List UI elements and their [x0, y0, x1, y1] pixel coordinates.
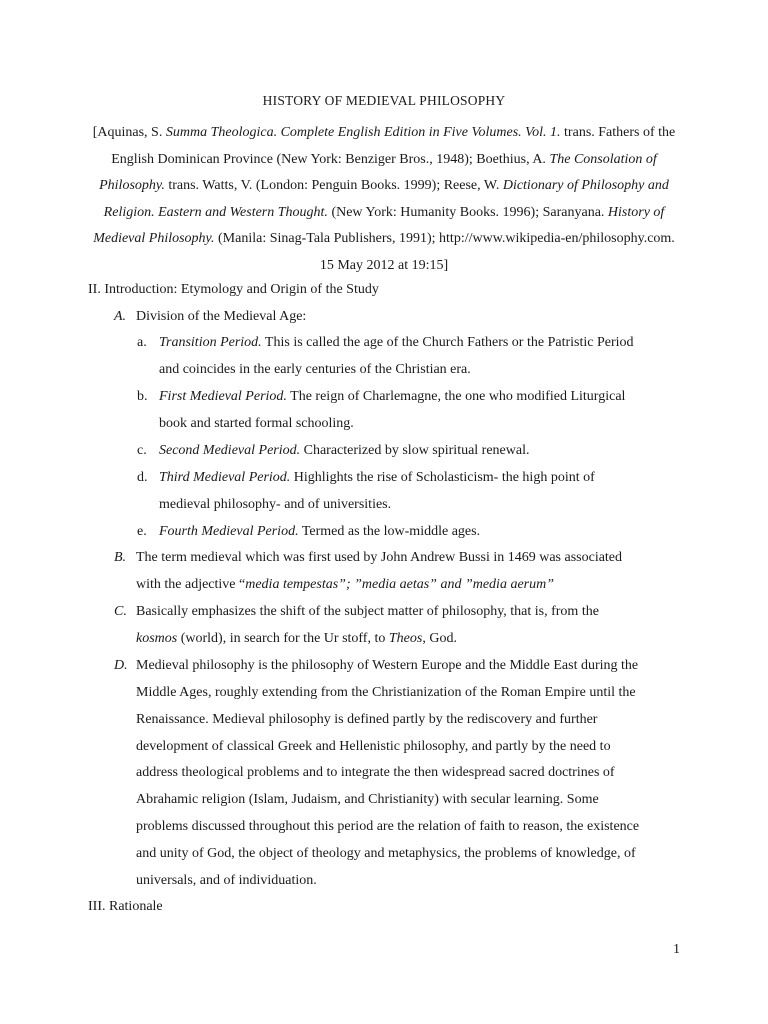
- citation-segment: History of Medieval Philosophy.: [93, 204, 665, 247]
- citation-segment: (New York: Humanity Books. 1996); Saranyana.: [327, 204, 608, 220]
- text-segment: Basically emphasizes the shift of the subject matter of philosophy, that is, from the: [136, 604, 599, 619]
- subsection-text-line: [136, 575, 554, 595]
- text-segment: , God.: [422, 631, 457, 646]
- text-segment: medieval philosophy- and of universities.: [159, 497, 392, 512]
- text-segment: address theological problems and to integrate the then widespread sacred doctrines of: [136, 765, 615, 780]
- citation-segment: The Consolation of Philosophy.: [99, 151, 657, 194]
- subsection-text-line: [136, 737, 611, 757]
- subsection-text-line: [136, 683, 636, 703]
- text-segment: kosmos: [136, 631, 178, 646]
- subsection-text-line: [136, 307, 306, 327]
- period-text-line: [159, 495, 391, 515]
- text-segment: First Medieval Period.: [159, 389, 287, 404]
- subsection-text-line: [136, 548, 622, 568]
- text-segment: Second Medieval Period.: [159, 443, 301, 458]
- subsection-marker: C.: [114, 604, 127, 619]
- text-segment: (world), in search for the Ur stoff, to: [177, 631, 389, 646]
- text-segment: Division of the Medieval Age:: [136, 309, 307, 324]
- subsection-text-line: [136, 817, 639, 837]
- citation-segment: (Manila: Sinag-Tala Publishers, 1991); http://www.wikipedia-en/philosophy.com. 15 May 2012 at 19:15]: [214, 231, 675, 273]
- text-segment: book and started formal schooling.: [159, 416, 354, 431]
- subsection-text-line: [136, 710, 597, 730]
- period-text-line: [159, 360, 471, 380]
- subsection-marker: B.: [114, 550, 127, 565]
- period-marker: e.: [137, 524, 147, 539]
- subsection-text-line: [136, 871, 317, 891]
- citation-segment: [Aquinas, S.: [92, 125, 166, 140]
- period-text-line: [159, 522, 480, 542]
- period-text-line: [159, 414, 354, 434]
- citation-segment: trans. Watts, V. (London: Penguin Books. 1999); Reese, W.: [164, 178, 503, 194]
- citation-segment: Dictionary of Philosophy and Religion. Eastern and Western Thought.: [103, 178, 669, 220]
- subsection-marker: D.: [114, 658, 128, 673]
- text-segment: Fourth Medieval Period.: [159, 524, 299, 539]
- text-segment: development of classical Greek and Hellenistic philosophy, and partly by the need to: [136, 739, 611, 754]
- period-marker: a.: [137, 335, 147, 350]
- subsection-marker: A.: [114, 309, 127, 324]
- text-segment: universals, and of individuation.: [136, 873, 317, 888]
- period-text-line: [159, 333, 634, 353]
- subsection-text-line: [136, 844, 636, 864]
- text-segment: Characterized by slow spiritual renewal.: [300, 443, 530, 458]
- citation-segment: trans. Fathers of the English Dominican Province (New York: Benziger Bros., 1948); Boethius, A.: [111, 125, 676, 167]
- subsection-text-line: [136, 656, 638, 676]
- text-segment: Transition Period.: [159, 335, 262, 350]
- period-marker: b.: [137, 389, 148, 404]
- subsection-text-line: [136, 763, 615, 783]
- text-segment: Abrahamic religion (Islam, Judaism, and Christianity) with secular learning. Some: [136, 792, 599, 807]
- text-segment: Theos: [388, 631, 423, 646]
- text-segment: media tempestas”; ”media aetas” and ”media aerum”: [245, 577, 555, 592]
- period-marker: c.: [137, 443, 147, 458]
- text-segment: problems discussed throughout this period are the relation of faith to reason, the existence: [136, 819, 640, 834]
- text-segment: Middle Ages, roughly extending from the Christianization of the Roman Empire until the: [136, 685, 636, 700]
- text-segment: with the adjective “: [136, 577, 246, 592]
- section-heading-introduction: II. Introduction: Etymology and Origin of the Study: [88, 282, 379, 297]
- text-segment: and unity of God, the object of theology and metaphysics, the problems of knowledge, of: [136, 846, 636, 861]
- text-segment: This is called the age of the Church Fathers or the Patristic Period: [261, 335, 634, 350]
- text-segment: Termed as the low-middle ages.: [298, 524, 481, 539]
- subsection-text-line: [136, 790, 599, 810]
- text-segment: Highlights the rise of Scholasticism- the high point of: [290, 470, 595, 485]
- text-segment: The reign of Charlemagne, the one who modified Liturgical: [286, 389, 626, 404]
- text-segment: The term medieval which was first used by John Andrew Bussi in 1469 was associated: [136, 550, 623, 565]
- text-segment: Third Medieval Period.: [159, 470, 291, 485]
- text-segment: Medieval philosophy is the philosophy of Western Europe and the Middle East during the: [136, 658, 639, 673]
- text-segment: Renaissance. Medieval philosophy is defined partly by the rediscovery and further: [136, 712, 598, 727]
- citation-segment: Summa Theologica. Complete English Edition in Five Volumes. Vol. 1.: [165, 125, 561, 140]
- period-text-line: [159, 468, 595, 488]
- citation-paragraph: [88, 120, 680, 280]
- period-text-line: [159, 387, 625, 407]
- document-title: HISTORY OF MEDIEVAL PHILOSOPHY: [262, 93, 506, 108]
- text-segment: and coincides in the early centuries of the Christian era.: [159, 362, 471, 377]
- page-number: 1: [673, 942, 680, 957]
- section-heading-rationale: III. Rationale: [88, 899, 163, 914]
- subsection-text-line: [136, 602, 599, 622]
- subsection-text-line: [136, 629, 457, 649]
- period-text-line: [159, 441, 529, 461]
- period-marker: d.: [137, 470, 148, 485]
